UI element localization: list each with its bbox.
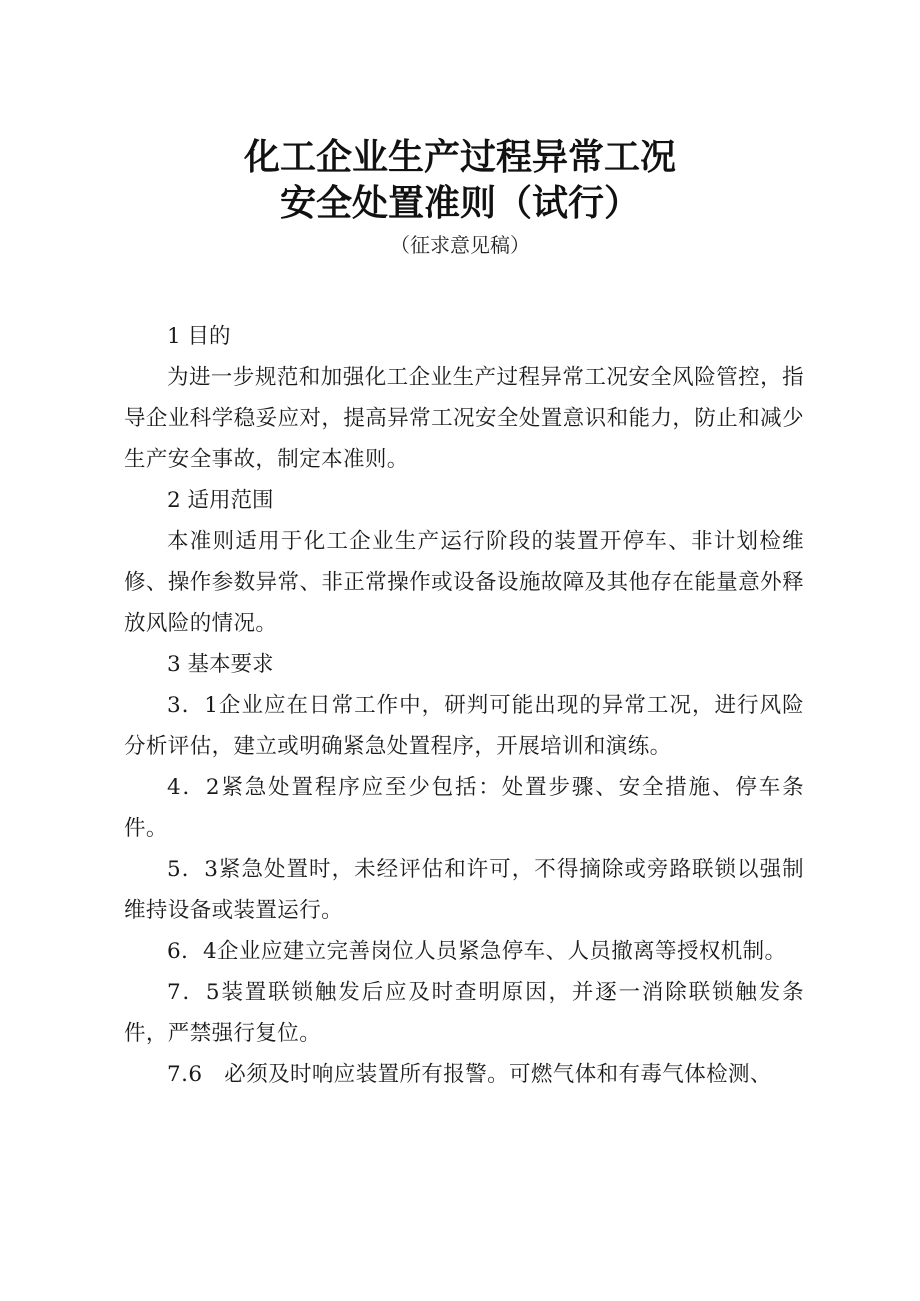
document-title-line-1: 化工企业生产过程异常工况	[243, 137, 676, 178]
section-heading-requirements: 3 基本要求	[167, 652, 274, 677]
paragraph-scope: 本准则适用于化工企业生产运行阶段的装置开停车、非计划检维修、操作参数异常、非正常操作或设备设施故障及其他存在能量意外释放风险的情况。	[124, 529, 804, 636]
clause-7-6: 7.6 必须及时响应装置所有报警。可燃气体和有毒气体检测、	[167, 1062, 772, 1087]
clause-6-4: 6．4企业应建立完善岗位人员紧急停车、人员撤离等授权机制。	[167, 939, 787, 964]
document-body	[124, 316, 804, 1095]
paragraph-purpose: 为进一步规范和加强化工企业生产过程异常工况安全风险管控，指导企业科学稳妥应对，提高异常工况安全处置意识和能力，防止和减少生产安全事故，制定本准则。	[124, 365, 804, 472]
clause-3-1: 3．1企业应在日常工作中，研判可能出现的异常工况，进行风险分析评估，建立或明确紧急处置程序，开展培训和演练。	[124, 693, 804, 759]
document-title-line-2: 安全处置准则（试行）	[279, 183, 640, 224]
clause-5-3: 5．3紧急处置时，未经评估和许可，不得摘除或旁路联锁以强制维持设备或装置运行。	[124, 857, 804, 923]
clause-7-5: 7．5装置联锁触发后应及时查明原因，并逐一消除联锁触发条件，严禁强行复位。	[124, 980, 804, 1046]
section-heading-purpose: 1 目的	[167, 324, 231, 349]
clause-4-2: 4．2紧急处置程序应至少包括：处置步骤、安全措施、停车条件。	[124, 775, 804, 841]
document-subtitle: （征求意见稿）	[390, 233, 530, 257]
section-heading-scope: 2 适用范围	[167, 488, 274, 513]
